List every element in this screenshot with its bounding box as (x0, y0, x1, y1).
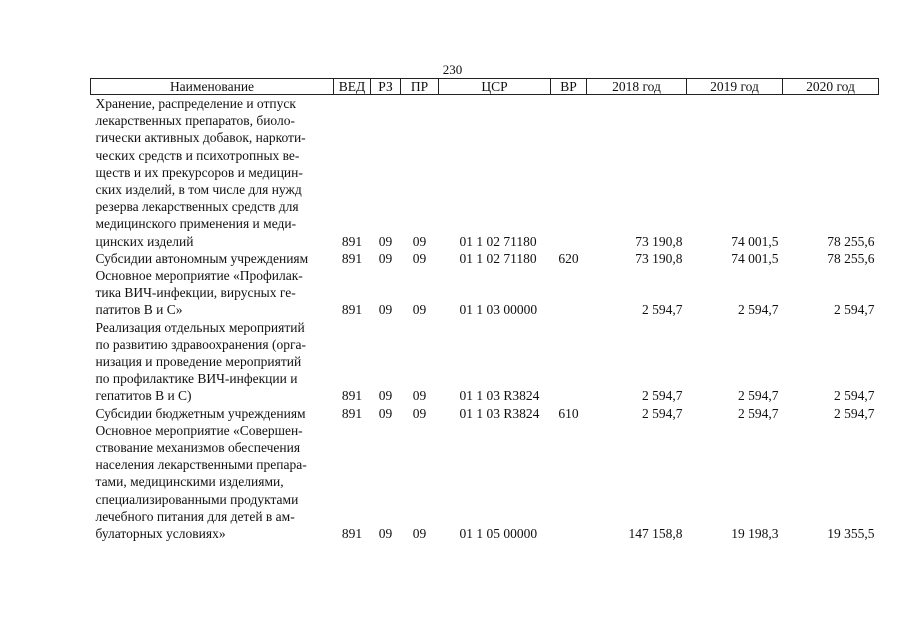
row-rz: 09 (378, 302, 393, 318)
row-csr: 01 1 03 R3824 (459, 405, 540, 421)
row-rz: 09 (378, 250, 393, 266)
row-name: Основное мероприятие «Совершен- ствование механизмов обеспечения населения лекарственными препара- тами, медицинскими изделиями, специализированными продуктами лечебного питания для детей в ам- булаторных условиях» (95, 422, 307, 542)
budget-table (90, 78, 879, 542)
row-ved: 891 (341, 233, 363, 249)
table-row (91, 95, 879, 250)
row-2020: 19 355,5 (827, 526, 875, 542)
row-ved: 891 (341, 388, 363, 404)
row-name: Основное мероприятие «Профилак- тика ВИЧ-инфекции, вирусных ге- патитов В и С» (95, 268, 303, 318)
row-2020: 78 255,6 (827, 250, 875, 266)
header-csr: ЦСР (439, 79, 551, 95)
row-pr: 09 (412, 250, 427, 266)
row-2018: 73 190,8 (635, 233, 683, 249)
row-vr: 610 (558, 405, 579, 421)
table-row (91, 405, 879, 422)
row-pr: 09 (412, 526, 427, 542)
row-2018: 73 190,8 (635, 250, 683, 266)
row-name: Субсидии бюджетным учреждениям (95, 405, 306, 421)
row-rz: 09 (378, 526, 393, 542)
row-name: Хранение, распределение и отпуск лекарственных препаратов, биоло- гически активных добавок, наркоти- ческих средств и психотропных ве- ществ и их прекурсоров и медицин- ских изделий, в том числе для нужд резерва лекарственных средств для медицинского применения и меди- цинских изделий (95, 96, 306, 249)
row-vr (551, 422, 587, 542)
row-2019: 74 001,5 (731, 233, 779, 249)
header-name: Наименование (91, 79, 334, 95)
row-2018: 147 158,8 (628, 526, 683, 542)
row-2019: 2 594,7 (738, 405, 779, 421)
table-row (91, 422, 879, 542)
header-pr: ПР (401, 79, 439, 95)
row-vr: 620 (558, 250, 579, 266)
row-csr: 01 1 03 R3824 (459, 388, 540, 404)
row-pr: 09 (412, 302, 427, 318)
row-vr (551, 95, 587, 250)
header-ved: ВЕД (334, 79, 371, 95)
header-2020: 2020 год (783, 79, 879, 95)
row-name: Субсидии автономным учреждениям (95, 250, 309, 266)
row-ved: 891 (341, 302, 363, 318)
table-row (91, 319, 879, 405)
row-2018: 2 594,7 (642, 388, 683, 404)
page-number: 230 (442, 62, 463, 77)
header-rz: РЗ (371, 79, 401, 95)
row-2018: 2 594,7 (642, 405, 683, 421)
row-csr: 01 1 05 00000 (459, 526, 538, 542)
row-vr (551, 267, 587, 319)
header-2018: 2018 год (587, 79, 687, 95)
row-rz: 09 (378, 405, 393, 421)
row-2020: 2 594,7 (834, 405, 875, 421)
row-2020: 2 594,7 (834, 302, 875, 318)
header-2019: 2019 год (687, 79, 783, 95)
row-vr (551, 319, 587, 405)
row-rz: 09 (378, 388, 393, 404)
table-row (91, 250, 879, 267)
table-row (91, 267, 879, 319)
row-csr: 01 1 02 71180 (459, 233, 537, 249)
row-2019: 2 594,7 (738, 388, 779, 404)
row-pr: 09 (412, 405, 427, 421)
row-ved: 891 (341, 405, 363, 421)
row-pr: 09 (412, 233, 427, 249)
row-ved: 891 (341, 250, 363, 266)
row-2019: 2 594,7 (738, 302, 779, 318)
row-rz: 09 (378, 233, 393, 249)
row-2019: 19 198,3 (731, 526, 779, 542)
row-2018: 2 594,7 (642, 302, 683, 318)
table-body (91, 95, 879, 543)
row-2020: 78 255,6 (827, 233, 875, 249)
row-csr: 01 1 02 71180 (459, 250, 537, 266)
row-2020: 2 594,7 (834, 388, 875, 404)
row-name: Реализация отдельных мероприятий по развитию здравоохранения (орга- низация и проведение мероприятий по профилактике ВИЧ-инфекции и гепатитов В и С) (95, 319, 307, 404)
row-ved: 891 (341, 526, 363, 542)
row-csr: 01 1 03 00000 (459, 302, 538, 318)
header-vr: ВР (551, 79, 587, 95)
row-pr: 09 (412, 388, 427, 404)
row-2019: 74 001,5 (731, 250, 779, 266)
table-header (91, 79, 879, 95)
